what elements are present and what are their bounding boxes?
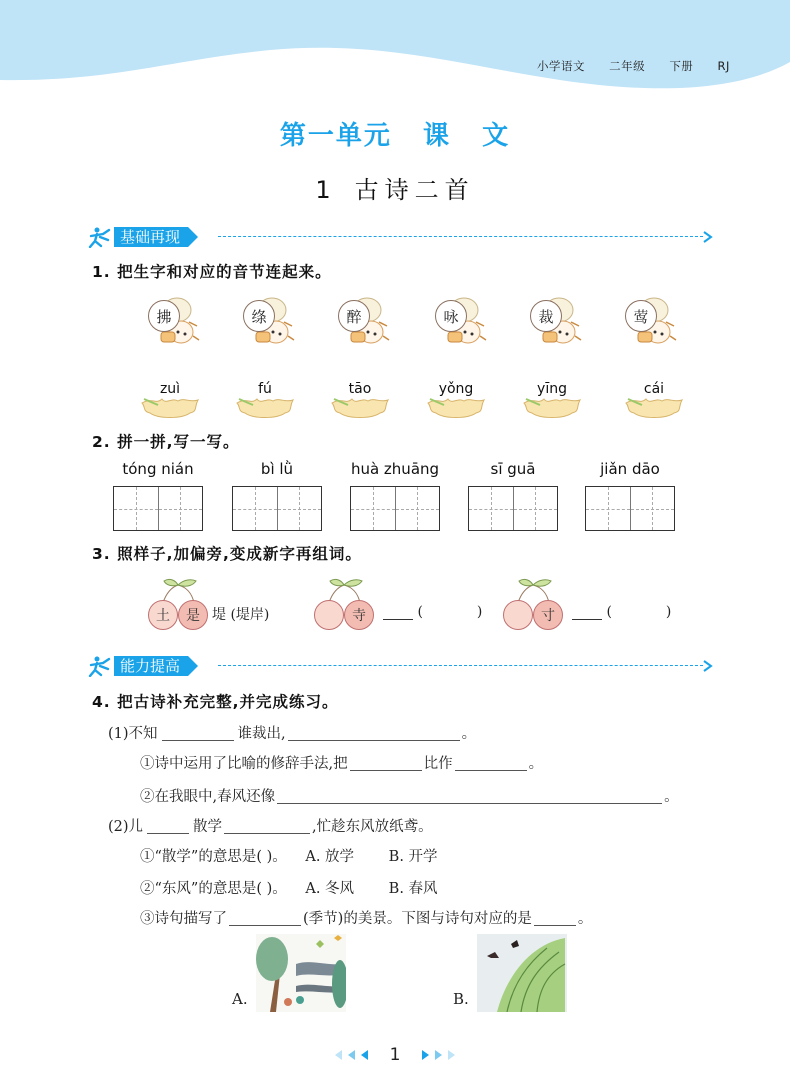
option-a[interactable]: A. 冬风 <box>305 881 355 897</box>
next-arrow-icon[interactable] <box>422 1050 429 1060</box>
character: 绦 <box>243 300 275 332</box>
character: 莺 <box>625 300 657 332</box>
base-character: 是 <box>178 600 208 630</box>
question-text: ①“散学”的意思是( )。 <box>140 849 287 865</box>
question-4-2-1 <box>140 845 438 866</box>
flower-icon <box>233 395 297 421</box>
radical-blank[interactable] <box>503 600 533 630</box>
bee-character-card[interactable] <box>335 292 395 352</box>
pinyin-prompt: huà zhuāng <box>350 460 440 478</box>
subject-label: 小学语文 <box>537 59 585 73</box>
section-label: 基础再现 <box>114 227 188 247</box>
writing-grid[interactable] <box>350 486 440 531</box>
arrow-right-icon <box>703 660 713 672</box>
runner-icon <box>88 655 114 677</box>
book-info <box>537 58 742 74</box>
prev-arrow-icon[interactable] <box>335 1050 342 1060</box>
character: 裁 <box>530 300 562 332</box>
syllable: zuì <box>159 381 181 397</box>
poem-line-1 <box>108 722 476 743</box>
section-header-basic <box>88 226 713 248</box>
willow-swallows-illustration[interactable] <box>477 934 567 1012</box>
section-label: 能力提高 <box>114 656 188 676</box>
answer-blank[interactable] <box>455 755 527 771</box>
poem-text: (2)儿 <box>108 819 144 835</box>
paren-close: ) <box>476 604 483 620</box>
pinyin-prompt: bì lǜ <box>260 460 294 478</box>
question-text: ②在我眼中,春风还像 <box>140 789 276 805</box>
bee-character-card[interactable] <box>145 292 205 352</box>
next-arrow-icon[interactable] <box>448 1050 455 1060</box>
header-wave-decoration <box>0 0 790 95</box>
task-answer <box>383 604 482 620</box>
flower-syllable-card[interactable] <box>138 381 202 421</box>
period: 。 <box>461 726 477 742</box>
answer-blank[interactable] <box>147 818 189 834</box>
writing-grid[interactable] <box>113 486 203 531</box>
question-4-1-1 <box>140 752 543 773</box>
page-number: 1 <box>389 1045 401 1065</box>
paren-open: ( <box>606 604 612 620</box>
syllable: tāo <box>348 381 372 397</box>
answer-blank[interactable] <box>572 604 602 620</box>
question-text: ①诗中运用了比喻的修辞手法,把 <box>140 756 348 772</box>
cherry-example <box>148 575 210 635</box>
poem-text: ,忙趁东风放纸鸢。 <box>312 819 433 835</box>
paren-open: ( <box>417 604 423 620</box>
question-text: (季节)的美景。下图与诗句对应的是 <box>303 911 532 927</box>
character: 咏 <box>435 300 467 332</box>
question-text: 比作 <box>423 756 453 772</box>
flower-syllable-card[interactable] <box>520 381 584 421</box>
arrow-right-icon <box>703 231 713 243</box>
question-2-title: 2. 拼一拼,写一写。 <box>92 433 240 451</box>
character: 醉 <box>338 300 370 332</box>
question-4-1-2 <box>140 785 679 806</box>
bee-character-card[interactable] <box>240 292 300 352</box>
page-footer <box>0 1045 790 1065</box>
flower-icon <box>622 395 686 421</box>
lesson-number: 1 <box>315 176 337 204</box>
example-answer <box>212 604 269 624</box>
unit-type-1: 课 <box>422 121 451 151</box>
dashed-divider <box>218 665 703 666</box>
grade-label: 二年级 <box>609 59 646 73</box>
kite-flying-illustration[interactable] <box>256 934 346 1012</box>
example-word: (堤岸) <box>230 607 270 623</box>
runner-icon <box>88 226 114 248</box>
unit-title <box>0 115 790 152</box>
question-4-title: 4. 把古诗补充完整,并完成练习。 <box>92 693 339 711</box>
picture-label-a[interactable]: A. <box>232 990 248 1008</box>
question-3-title: 3. 照样子,加偏旁,变成新字再组词。 <box>92 545 362 563</box>
task-answer <box>572 604 671 620</box>
unit-type-2: 文 <box>482 121 511 151</box>
bee-character-card[interactable] <box>527 292 587 352</box>
bee-character-card[interactable] <box>432 292 492 352</box>
answer-blank[interactable] <box>277 788 662 804</box>
volume-label: 下册 <box>669 59 694 73</box>
option-a[interactable]: A. 放学 <box>305 849 355 865</box>
answer-blank[interactable] <box>383 604 413 620</box>
answer-blank[interactable] <box>288 725 460 741</box>
flower-syllable-card[interactable] <box>424 381 488 421</box>
flower-icon <box>328 395 392 421</box>
syllable: cái <box>643 381 665 397</box>
poem-text: 散学 <box>193 819 223 835</box>
option-b[interactable]: B. 春风 <box>388 881 438 897</box>
flower-icon <box>520 395 584 421</box>
lesson-name: 古诗二首 <box>354 176 475 204</box>
syllable: yīng <box>537 381 567 397</box>
unit-name: 第一单元 <box>279 121 392 151</box>
pinyin-prompt: tóng nián <box>122 460 194 478</box>
answer-blank[interactable] <box>224 818 310 834</box>
prev-arrow-icon[interactable] <box>348 1050 355 1060</box>
syllable: fú <box>258 381 272 397</box>
lesson-title <box>0 170 790 205</box>
poem-text: 谁裁出, <box>237 726 286 742</box>
radical-blank[interactable] <box>314 600 344 630</box>
period: 。 <box>664 789 679 805</box>
period: 。 <box>528 756 544 772</box>
question-4-2-3 <box>140 907 592 928</box>
bee-character-card[interactable] <box>622 292 682 352</box>
picture-label-b[interactable]: B. <box>453 990 469 1008</box>
writing-grid[interactable] <box>468 486 558 531</box>
section-header-advanced <box>88 655 713 677</box>
pinyin-prompt: sī guā <box>490 460 536 478</box>
radical: 土 <box>148 600 178 630</box>
question-4-2-2 <box>140 877 438 898</box>
writing-grid[interactable] <box>585 486 675 531</box>
dashed-divider <box>218 236 703 237</box>
syllable: yǒng <box>438 381 474 397</box>
answer-blank[interactable] <box>229 910 301 926</box>
pinyin-prompt: jiǎn dāo <box>600 460 660 478</box>
flower-syllable-card[interactable] <box>622 381 686 421</box>
base-character: 寸 <box>533 600 563 630</box>
prev-arrow-icon[interactable] <box>361 1050 368 1060</box>
question-text: ③诗句描写了 <box>140 911 227 927</box>
cherry-task <box>503 575 565 635</box>
next-arrow-icon[interactable] <box>435 1050 442 1060</box>
answer-blank[interactable] <box>534 910 576 926</box>
question-text: ②“东风”的意思是( )。 <box>140 881 287 897</box>
poem-text: (1)不知 <box>108 726 158 742</box>
flower-syllable-card[interactable] <box>328 381 392 421</box>
poem-line-2 <box>108 815 433 836</box>
flower-syllable-card[interactable] <box>233 381 297 421</box>
option-b[interactable]: B. 开学 <box>388 849 438 865</box>
flower-icon <box>138 395 202 421</box>
base-character: 寺 <box>344 600 374 630</box>
cherry-task <box>314 575 376 635</box>
answer-blank[interactable] <box>162 725 234 741</box>
writing-grid[interactable] <box>232 486 322 531</box>
question-1-title: 1. 把生字和对应的音节连起来。 <box>92 263 332 281</box>
paren-close: ) <box>665 604 672 620</box>
period: 。 <box>577 911 593 927</box>
character: 拂 <box>148 300 180 332</box>
flower-icon <box>424 395 488 421</box>
answer-blank[interactable] <box>350 755 422 771</box>
result-character: 堤 <box>212 607 226 623</box>
edition-label: RJ <box>717 59 730 73</box>
